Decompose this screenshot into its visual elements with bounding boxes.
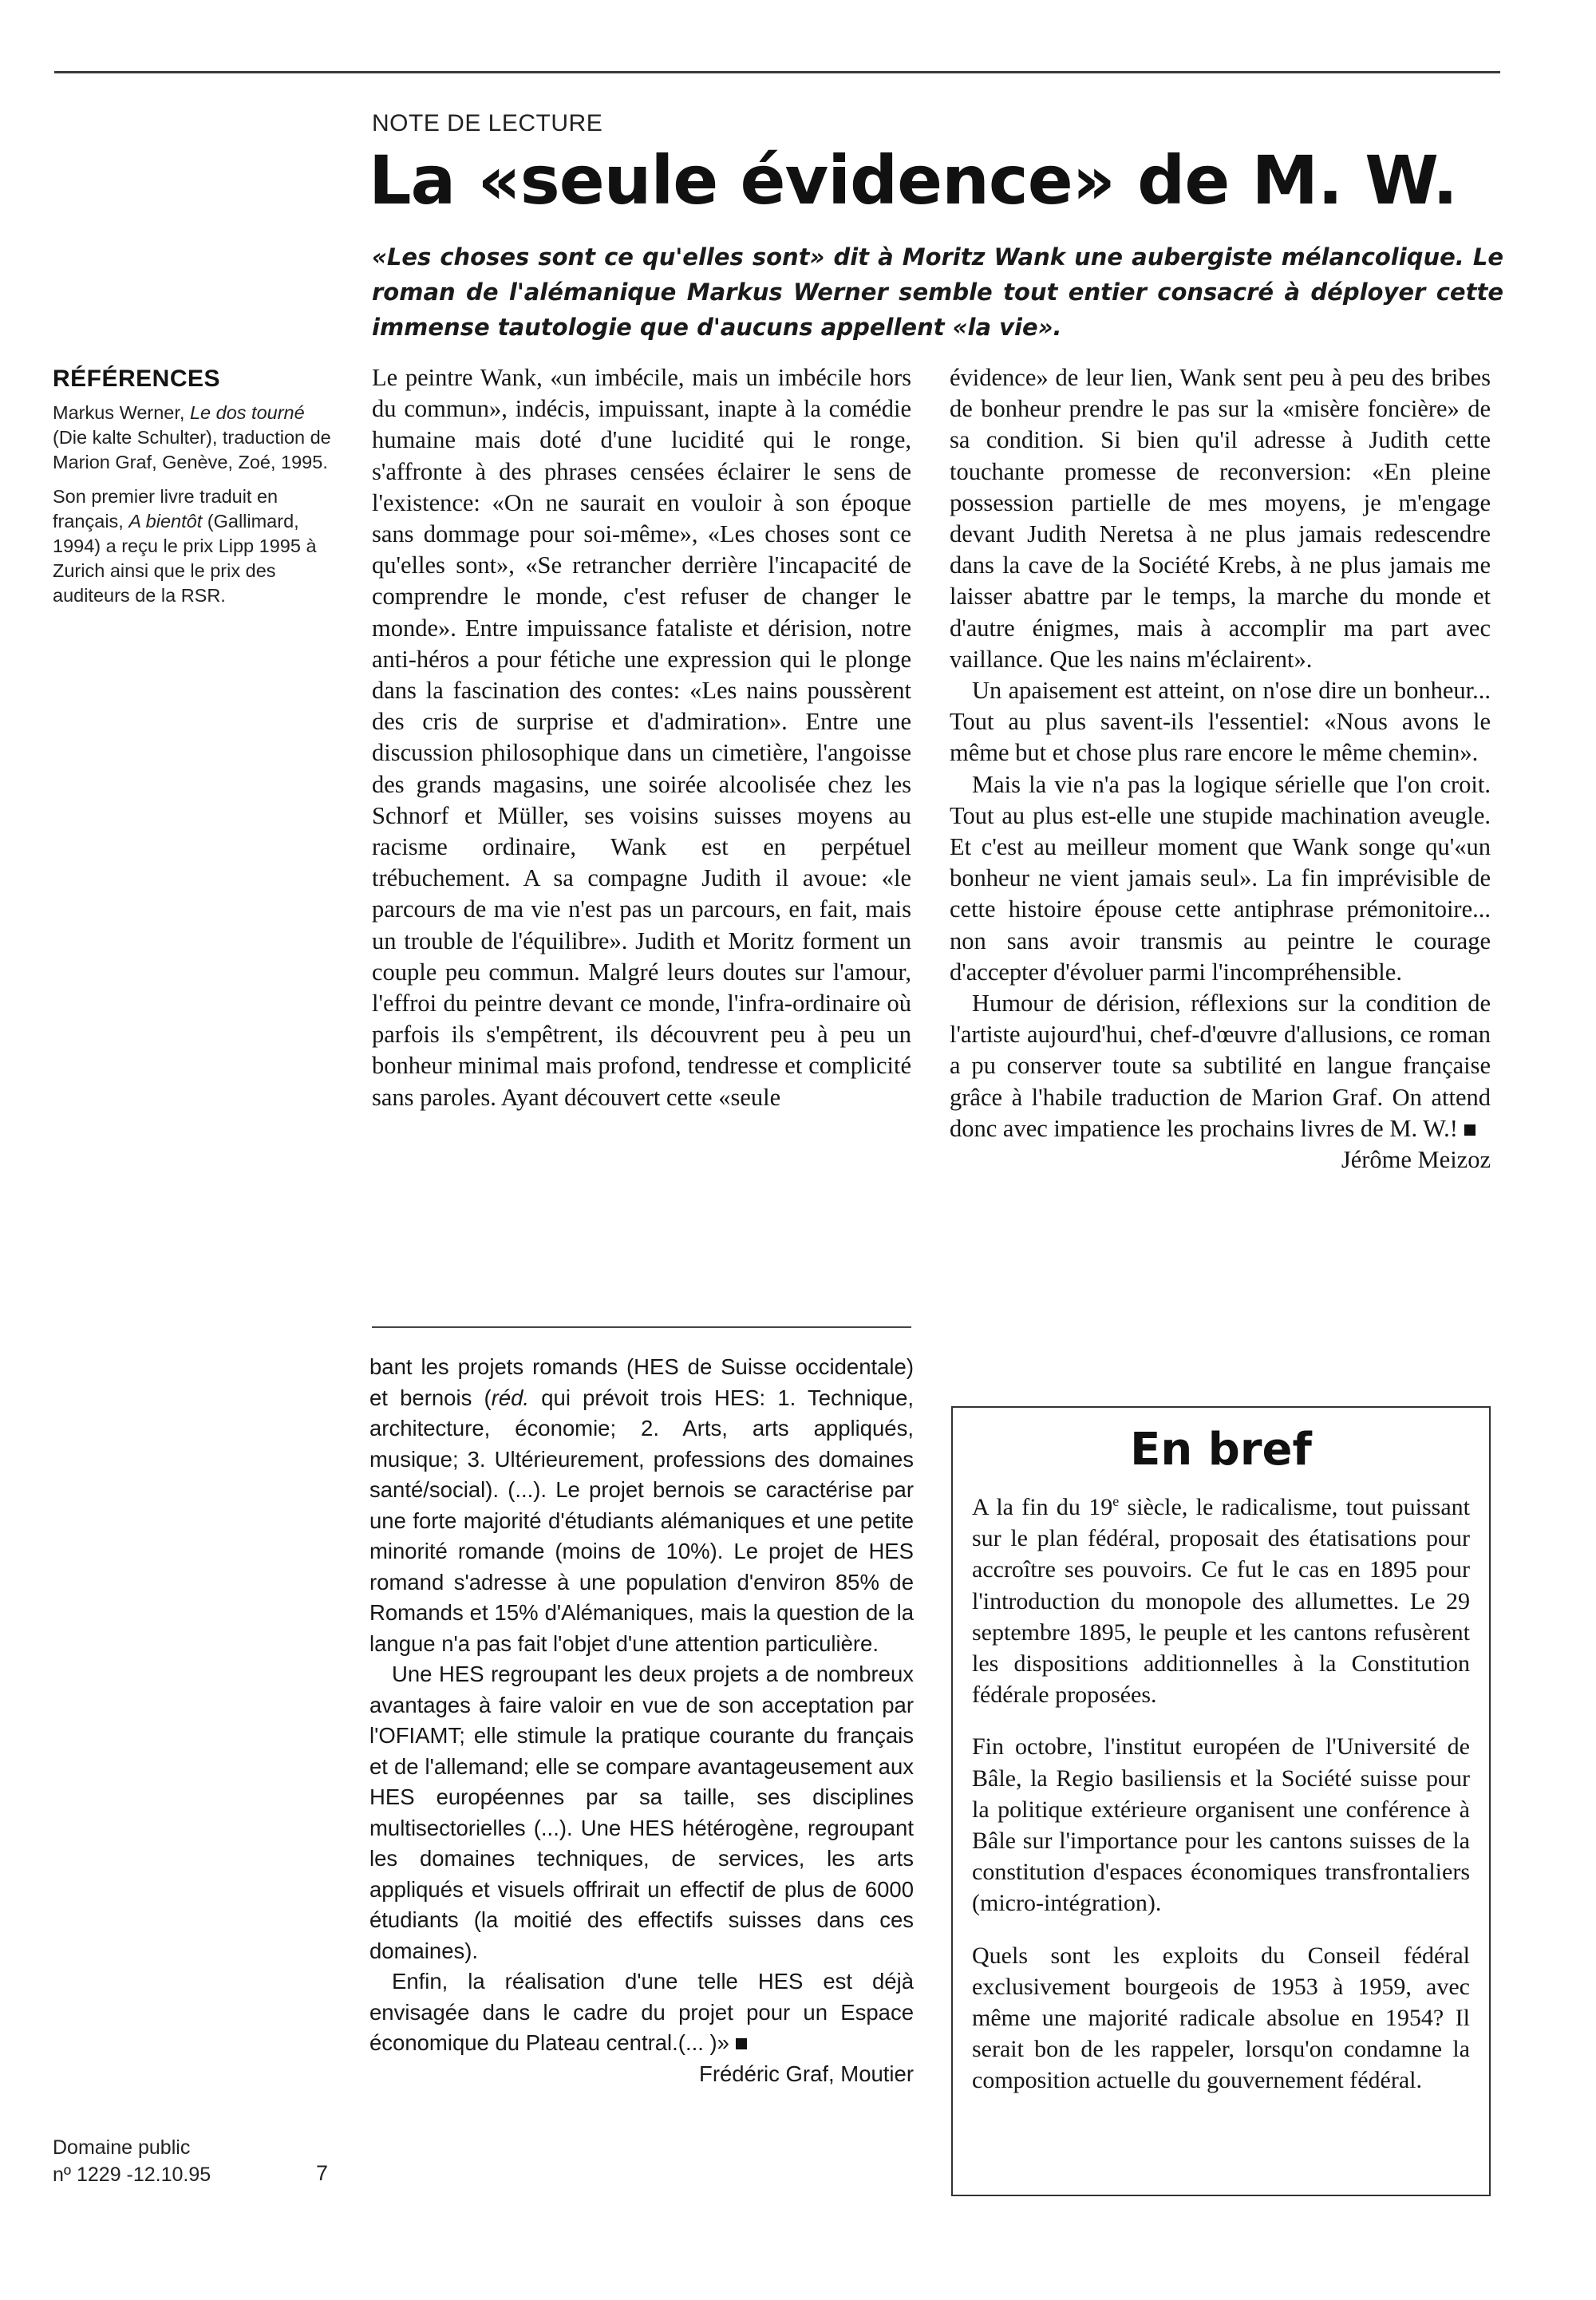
continuation-paragraph xyxy=(369,1966,914,2059)
references-sidebar xyxy=(53,366,336,618)
continuation-text: qui prévoit trois HES: 1. Technique, architecture, économie; 2. Arts, arts appliqués, musique; 3. Ultérieurement, professions des domaines santé/social). (...). Le projet bernois se caractérise par une forte majorité d'étudiants alémaniques et une petite minorité romande (moins de 10%). Le projet de HES romand s'adresse à une population d'environ 85% de Romands et 15% d'Alémaniques, mais la question de la langue n'a pas fait l'objet d'une attention particulière. xyxy=(369,1385,915,1656)
en-bref-text: A la fin du 19 xyxy=(972,1494,1113,1520)
publication-name: Domaine public xyxy=(53,2136,191,2159)
reference-text: Son premier livre traduit en français, xyxy=(53,486,279,532)
article-lede: «Les choses sont ce qu'elles sont» dit à Moritz Wank une aubergiste mélancolique. Le roman de l'alémanique Markus Werner semble tout entier consacré à déployer cette immense tautologie que d'aucuns appellent «la vie». xyxy=(372,243,1503,341)
end-mark-icon xyxy=(1464,1124,1476,1136)
article-paragraph: évidence» de leur lien, Wank sent peu à peu des bribes de bonheur prendre le pas sur la «misère foncière» de sa condition. Si bien qu'il adresse à Judith cette touchante promesse de reconversion: «En pleine possession partielle de mes moyens, je m'engage devant Judith Neretsa à ne plus jamais redescendre dans la cave de la Société Krebs, à ne plus jamais me laisser abattre par le temps, la marche du monde et d'autre énigmes, mais à accomplir ma part avec vaillance. Que les nains m'éclairent». xyxy=(950,364,1491,673)
reference-details: (Die kalte Schulter), traduction de Marion Graf, Genève, Zoé, 1995. xyxy=(53,427,331,472)
reference-book-title: Le dos tourné xyxy=(189,402,305,423)
continuation-article xyxy=(369,1352,914,2089)
reference-details: (Gallimard, 1994) a reçu le prix Lipp 1995 à Zurich ainsi que le prix des auditeurs de la RSR. xyxy=(53,511,317,606)
reference-item xyxy=(53,484,336,608)
top-rule xyxy=(54,71,1500,73)
article-paragraph xyxy=(950,988,1491,1144)
article-paragraph-text: Humour de dérision, réflexions sur la condition de l'artiste aujourd'hui, chef-d'œuvre d'allusions, ce roman a pu conserver toute sa subtilité en langue française grâce à l'habile traduction de Marion Graf. On attend donc avec impatience les prochains livres de M. W.! xyxy=(950,990,1491,1142)
en-bref-paragraph: Fin octobre, l'institut européen de l'Université de Bâle, la Regio basiliensis et la Société suisse pour la politique extérieure organisent une conférence à Bâle sur l'importance pour les cantons suisses de la constitution d'espaces économiques transfrontaliers (micro-intégration). xyxy=(972,1733,1470,1917)
reference-book-title: A bientôt xyxy=(128,511,203,532)
article-author: Jérôme Meizoz xyxy=(1341,1146,1491,1174)
article-paragraph: Mais la vie n'a pas la logique sérielle que l'on croit. Tout au plus est-elle une stupide machination aveugle. Et c'est au meilleur moment que Wank songe qu'«un bonheur ne vient jamais seul». La fin imprévisible de cette histoire épouse cette antiphrase prémonitoire... non sans avoir transmis au peintre le courage d'accepter d'évoluer parmi l'incompréhensible. xyxy=(950,770,1491,986)
article-column-1 xyxy=(372,362,911,1113)
en-bref-box xyxy=(951,1406,1491,2196)
en-bref-title: En bref xyxy=(1130,1424,1312,1476)
en-bref-paragraph: Quels sont les exploits du Conseil fédéral exclusivement bourgeois de 1953 à 1959, avec même une majorité radicale absolue en 1954? Il serait bon de les rappeler, lorsqu'on condamne la composition actuelle du gouvernement fédéral. xyxy=(972,1942,1470,2094)
continuation-paragraph: Une HES regroupant les deux projets a de nombreux avantages à faire valoir en vue de son acceptation par l'OFIAMT; elle stimule la pratique courante du français et de l'allemand; elle se compare avantageusement aux HES européennes par sa taille, ses disciplines multisectorielles (...). Une HES hétérogène, regroupant les domaines techniques, de services, les arts appliqués et visuels offrirait un effectif de plus de 6000 étudiants (la moitié des effectifs suisses dans ces domaines). xyxy=(369,1662,914,1963)
article-column-2 xyxy=(950,362,1491,1176)
page-footer xyxy=(53,2134,211,2188)
continuation-text: bant les projets romands (HES de Suisse occidentale) et bernois ( xyxy=(369,1354,914,1410)
article-paragraph: Un apaisement est atteint, on n'ose dire un bonheur... Tout au plus savent-ils l'essentiel: «Nous avons le même but et chose plus rare encore le même chemin». xyxy=(950,677,1491,767)
ordinal-suffix: e xyxy=(1112,1493,1120,1509)
article-paragraph: Le peintre Wank, «un imbécile, mais un imbécile hors du commun», indécis, impuissant, inapte à la comédie humaine mais doté d'une lucidité qui le ronge, s'affronte à des phrases censées éclairer le sens de l'existence: «On ne saurait en vouloir à son époque sans dommage pour soi-même», «Les choses sont ce qu'elles sont», «Se retrancher derrière l'incapacité de comprendre le monde, c'est refuser de changer le monde». Entre impuissance fataliste et dérision, notre anti-héros a pour fétiche une expression qui le plonge dans la fascination des contes: «Les nains poussèrent des cris de surprise et d'admiration». Entre une discussion philosophique dans un cimetière, l'angoisse des grands magasins, une soirée alcoolisée chez les Schnorf et Müller, ses voisins suisses moyens au racisme ordinaire, Wank est en perpétuel trébuchement. A sa compagne Judith il avoue: «le parcours de ma vie n'est pas un parcours, en fait, mais un trouble de l'équilibre». Judith et Moritz forment un couple peu commun. Malgré leurs doutes sur l'amour, l'effroi du peintre devant ce monde, l'infra-ordinaire où parfois ils s'empêtrent, ils découvrent peu à peu un bonheur minimal mais profond, tendresse et complicité sans paroles. Ayant découvert cette «seule xyxy=(372,364,911,1111)
continuation-paragraph xyxy=(369,1352,914,1659)
continuation-text: Enfin, la réalisation d'une telle HES est déjà envisagée dans le cadre du projet pour un Espace économique du Plateau central.(... )» xyxy=(369,1969,914,2055)
en-bref-paragraph xyxy=(972,1486,1470,1710)
editorial-note: réd. xyxy=(491,1385,530,1410)
reference-author: Markus Werner, xyxy=(53,402,190,423)
reference-item xyxy=(53,401,336,475)
continuation-byline: Frédéric Graf, Moutier xyxy=(699,2061,914,2086)
article-headline: La «seule évidence» de M. W. xyxy=(369,141,1457,219)
issue-number: nº 1229 -12.10.95 xyxy=(53,2164,211,2186)
en-bref-text: siècle, le radicalisme, tout puissant sur le plan fédéral, proposait des étatisations pour accroître ses pouvoirs. Ce fut le cas en 1895 pour l'introduction du monopole des allumettes. Le 29 septembre 1895, le peuple et les cantons refusèrent les dispositions additionnelles à la Constitution fédérale proposées. xyxy=(972,1494,1470,1709)
section-kicker: NOTE DE LECTURE xyxy=(372,110,603,136)
references-heading: RÉFÉRENCES xyxy=(53,366,221,392)
page-number: 7 xyxy=(316,2161,329,2185)
column-separator-rule xyxy=(372,1326,911,1328)
end-mark-icon xyxy=(736,2038,747,2049)
